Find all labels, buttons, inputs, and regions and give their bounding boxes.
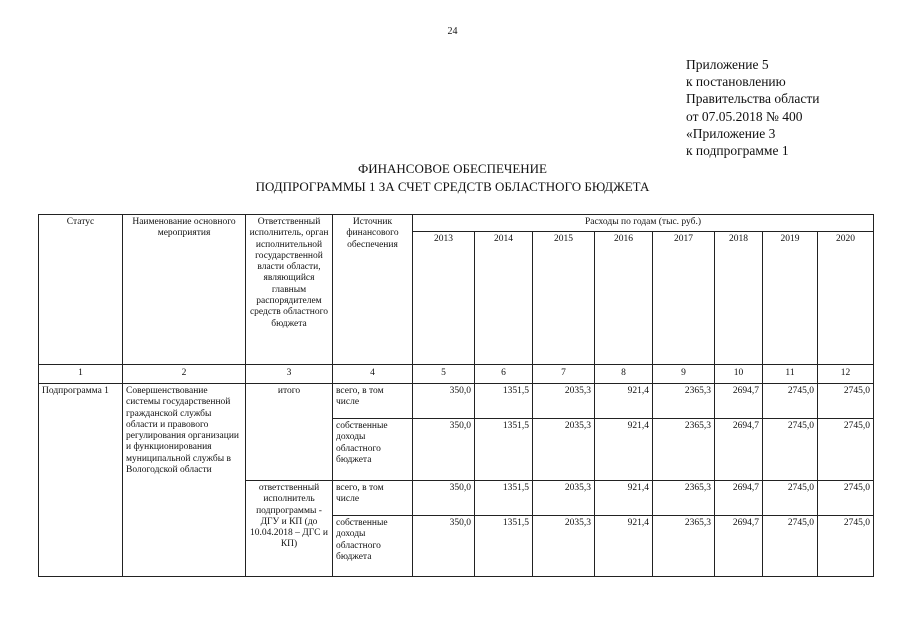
value-cell: 2745,0: [763, 481, 818, 516]
column-number: 6: [475, 365, 533, 384]
appendix-block: [686, 56, 819, 159]
column-number: 4: [333, 365, 413, 384]
column-number-row: [39, 365, 874, 384]
column-number: 1: [39, 365, 123, 384]
column-number: 11: [763, 365, 818, 384]
column-number: 7: [533, 365, 595, 384]
value-cell: 2694,7: [715, 516, 763, 577]
value-cell: 2035,3: [533, 384, 595, 419]
header-row: [39, 215, 874, 232]
value-cell: 1351,5: [475, 516, 533, 577]
header-year: 2013: [413, 232, 475, 365]
value-cell: 2035,3: [533, 481, 595, 516]
value-cell: 2745,0: [763, 516, 818, 577]
column-number: 12: [818, 365, 874, 384]
appendix-line: Правительства области: [686, 91, 820, 107]
header-status: Статус: [39, 215, 123, 365]
value-cell: 350,0: [413, 516, 475, 577]
header-year: 2015: [533, 232, 595, 365]
value-cell: 2035,3: [533, 516, 595, 577]
column-number: 9: [653, 365, 715, 384]
title-line-1: ФИНАНСОВОЕ ОБЕСПЕЧЕНИЕ: [357, 161, 548, 176]
column-number: 8: [595, 365, 653, 384]
table-row: [39, 384, 874, 419]
document-title: [0, 160, 905, 196]
value-cell: 921,4: [595, 419, 653, 481]
value-cell: 350,0: [413, 419, 475, 481]
title-line-2: ПОДПРОГРАММЫ 1 ЗА СЧЕТ СРЕДСТВ ОБЛАСТНОГО БЮДЖЕТА: [255, 179, 650, 194]
value-cell: 2745,0: [763, 419, 818, 481]
source-cell: собственные доходы областного бюджета: [333, 516, 413, 577]
value-cell: 2745,0: [818, 384, 874, 419]
appendix-line: от 07.05.2018 № 400: [686, 108, 803, 124]
page-number: 24: [447, 26, 458, 37]
value-cell: 2365,3: [653, 419, 715, 481]
column-number: 5: [413, 365, 475, 384]
executor-cell: итого: [246, 384, 333, 481]
value-cell: 2035,3: [533, 419, 595, 481]
value-cell: 1351,5: [475, 384, 533, 419]
header-year: 2016: [595, 232, 653, 365]
value-cell: 350,0: [413, 384, 475, 419]
budget-table: [38, 214, 874, 577]
value-cell: 2694,7: [715, 481, 763, 516]
status-cell: Подпрограмма 1: [39, 384, 123, 577]
value-cell: 350,0: [413, 481, 475, 516]
header-year: 2019: [763, 232, 818, 365]
value-cell: 2745,0: [818, 481, 874, 516]
column-number: 2: [123, 365, 246, 384]
value-cell: 2694,7: [715, 419, 763, 481]
source-cell: собственные доходы областного бюджета: [333, 419, 413, 481]
value-cell: 2694,7: [715, 384, 763, 419]
column-number: 10: [715, 365, 763, 384]
appendix-line: к постановлению: [686, 74, 786, 90]
appendix-line: Приложение 5: [686, 57, 769, 72]
executor-cell: ответственный исполнитель подпрограммы - ДГУ и КП (до 10.04.2018 – ДГС и КП): [246, 481, 333, 577]
value-cell: 921,4: [595, 516, 653, 577]
appendix-line: «Приложение 3: [686, 125, 776, 141]
appendix-line: к подпрограмме 1: [686, 143, 789, 159]
header-year: 2014: [475, 232, 533, 365]
value-cell: 1351,5: [475, 419, 533, 481]
header-expenses: Расходы по годам (тыс. руб.): [413, 215, 874, 232]
value-cell: 921,4: [595, 384, 653, 419]
value-cell: 2365,3: [653, 481, 715, 516]
measure-cell: Совершенствование системы государственной гражданской службы области и правового регулирования организации и функционирования муниципальной службы в Вологодской области: [123, 384, 246, 577]
value-cell: 2745,0: [818, 516, 874, 577]
column-number: 3: [246, 365, 333, 384]
header-source: Источник финансового обеспечения: [333, 215, 413, 365]
header-executor: Ответственный исполнитель, орган исполнительной государственной власти области, являющийся главным распорядителем средств областного бюджета: [246, 215, 333, 365]
value-cell: 1351,5: [475, 481, 533, 516]
value-cell: 2745,0: [818, 419, 874, 481]
value-cell: 2365,3: [653, 516, 715, 577]
header-year: 2018: [715, 232, 763, 365]
header-year: 2020: [818, 232, 874, 365]
source-cell: всего, в том числе: [333, 384, 413, 419]
header-measure: Наименование основного мероприятия: [123, 215, 246, 365]
value-cell: 2365,3: [653, 384, 715, 419]
header-year: 2017: [653, 232, 715, 365]
value-cell: 921,4: [595, 481, 653, 516]
value-cell: 2745,0: [763, 384, 818, 419]
source-cell: всего, в том числе: [333, 481, 413, 516]
